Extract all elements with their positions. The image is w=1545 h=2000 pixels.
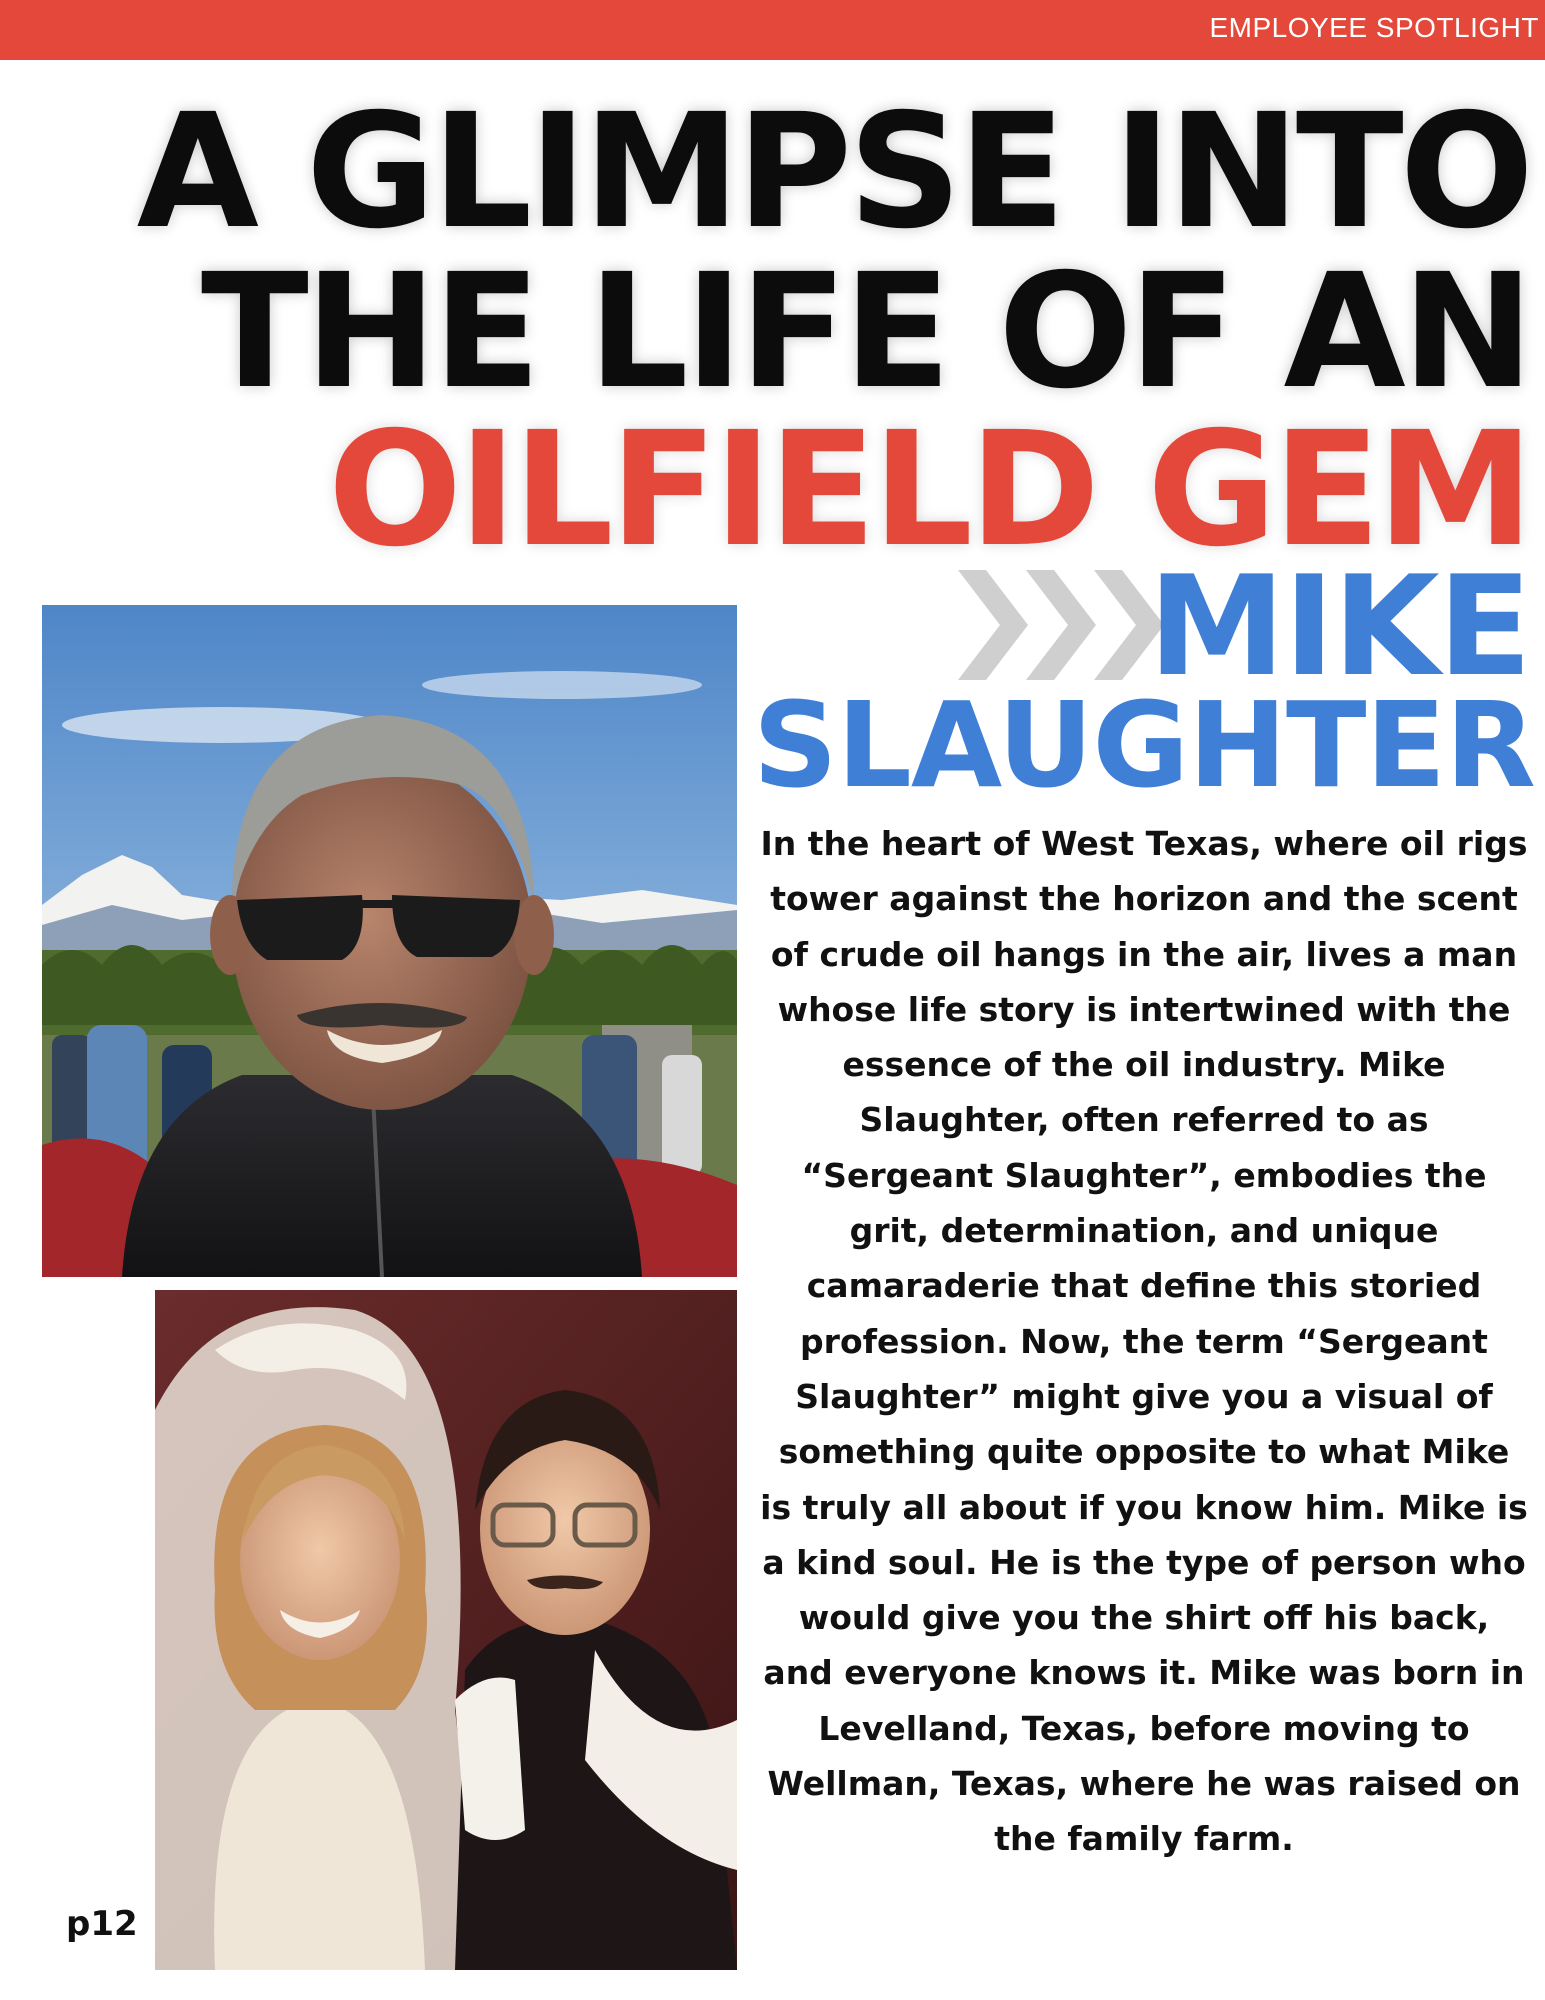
headline-line-3: OILFIELD GEM: [327, 398, 1530, 582]
subject-first-name: MIKE: [1148, 546, 1530, 707]
header-bar: [0, 0, 1545, 60]
triple-chevron-right-icon: [958, 570, 1178, 680]
portrait-photo: [42, 605, 737, 1277]
wedding-photo: [155, 1290, 737, 1970]
article-body: In the heart of West Texas, where oil rigs tower against the horizon and the scent of crude oil hangs in the air, lives a man whose life story is intertwined with the essence of the oil industry. Mike Slaughter, often referred to as “Sergeant Slaughter”, embodies the grit, determination, and unique camaraderie that define this storied profession. Now, the term “Sergeant Slaughter” might give you a visual of something quite opposite to what Mike is truly all about if you know him. Mike is a kind soul. He is the type of person who would give you the shirt off his back, and everyone knows it. Mike was born in Levelland, Texas, before moving to Wellman, Texas, where he was raised on the family farm.: [760, 824, 1528, 1859]
page-number: p12: [66, 1904, 138, 1944]
headline-line-2: THE LIFE OF AN: [200, 240, 1530, 424]
section-label: EMPLOYEE SPOTLIGHT: [1209, 12, 1539, 43]
subject-last-name: SLAUGHTER: [752, 676, 1535, 814]
headline-line-1: A GLIMPSE INTO: [136, 80, 1530, 264]
